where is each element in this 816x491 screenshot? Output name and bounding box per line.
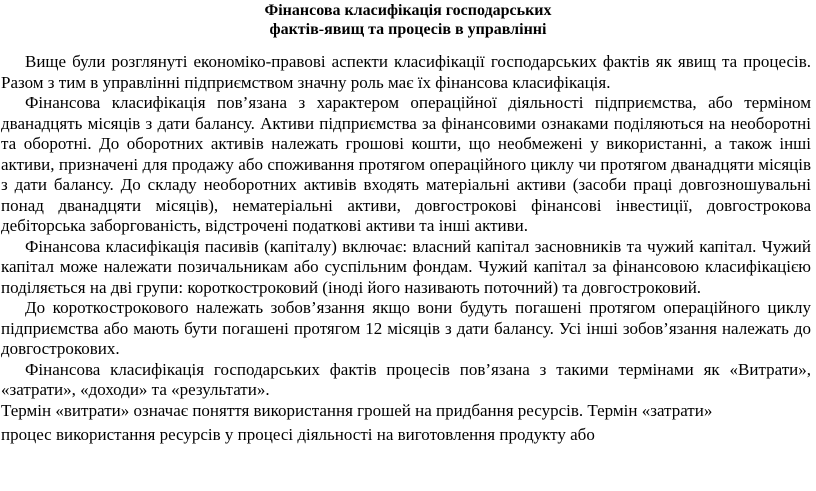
paragraph-5: Фінансова класифікація господарських фактів процесів пов’язана з такими термінами як «Витрати», «затрати», «доходи» та «результати».: [1, 359, 811, 399]
title-line-1: Фінансова класифікація господарських: [264, 2, 552, 19]
paragraph-1: Вище були розглянуті економіко-правові аспекти класифікації господарських фактів як явищ та процесів. Разом з тим в управлінні підприємством значну роль має їх фінансова класифікація.: [1, 52, 811, 92]
document-title: [0, 1, 816, 39]
paragraph-6: Термін «витрати» означає поняття використання грошей на придбання ресурсів. Термін «затрати»: [1, 400, 713, 420]
paragraph-7: процес використання ресурсів у процесі діяльності на виготовлення продукту або: [1, 425, 595, 444]
document-body: [1, 52, 811, 446]
paragraph-3: Фінансова класифікація пасивів (капіталу) включає: власний капітал засновників та чужий капітал. Чужий капітал може належати позичальникам або суспільним фондам. Чужий капітал за фінансовою класифікацією поділяється на дві групи: короткостроковий (іноді його називають поточний) та довгостроковий.: [1, 236, 811, 297]
title-line-2: фактів-явищ та процесів в управлінні: [269, 21, 547, 38]
paragraph-2: Фінансова класифікація пов’язана з характером операційної діяльності підприємства, або терміном дванадцять місяців з дати балансу. Активи підприємства за фінансовими ознаками поділяються на необоротні та оборотні. До оборотних активів належать грошові кошти, що необмежені у використанні, а також інші активи, призначені для продажу або споживання протягом операційного циклу чи протягом дванадцяти місяців з дати балансу. До складу необоротних активів входять матеріальні активи (засоби праці довгозношувальні понад дванадцяти місяців), нематеріальні активи, довгострокові фінансові інвестиції, довгострокова дебіторська заборгованість, відстрочені податкові активи та інші активи.: [1, 93, 811, 235]
paragraph-4: До короткострокового належать зобов’язання якщо вони будуть погашені протягом операційного циклу підприємства або мають бути погашені протягом 12 місяців з дати балансу. Усі інші зобов’язання належать до довгострокових.: [1, 298, 811, 358]
